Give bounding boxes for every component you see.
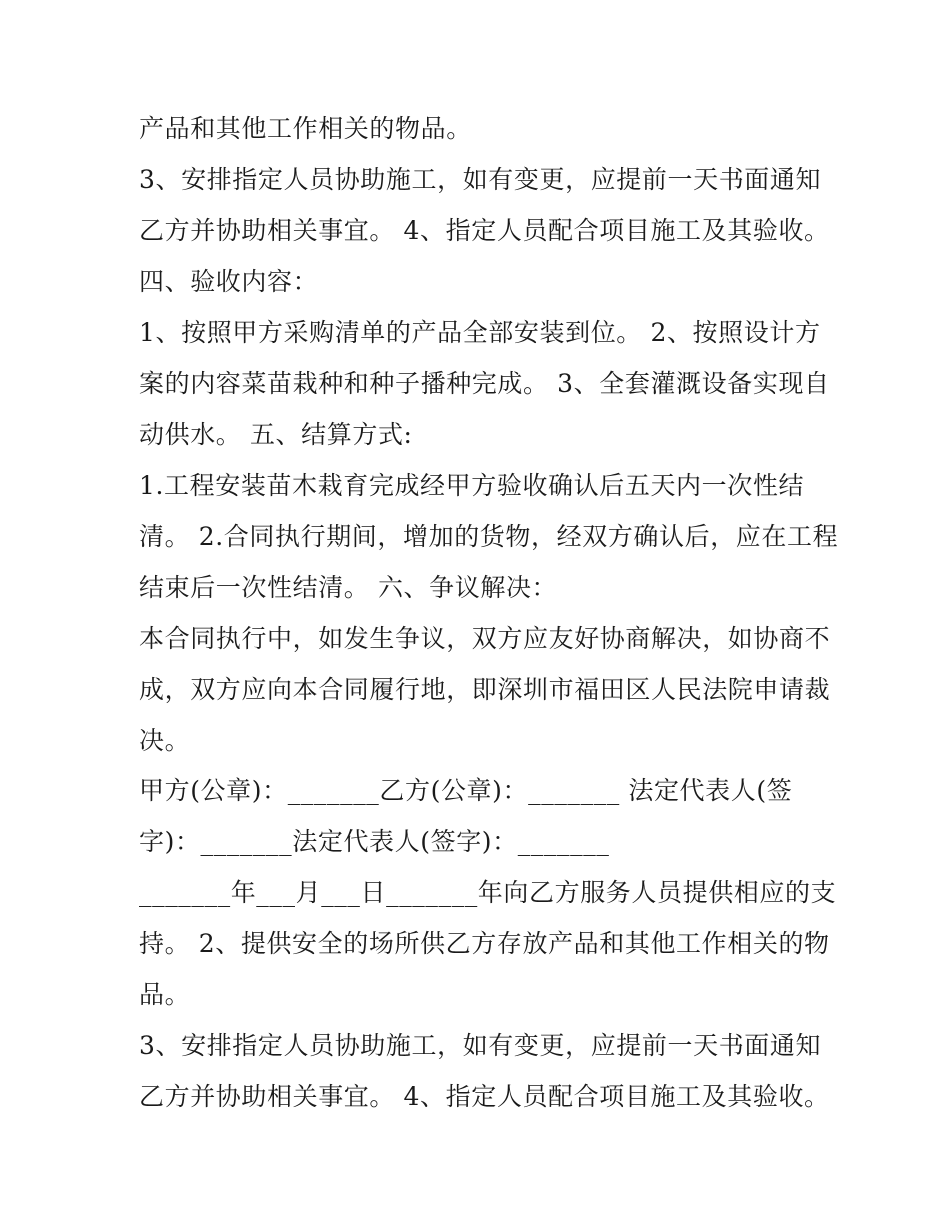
text-line: 成，双方应向本合同履行地，即深圳市福田区人民法院申请裁: [139, 675, 831, 704]
text-line: 结束后一次性结清。 六、争议解决：: [139, 573, 558, 602]
text-line: 乙方并协助相关事宜。 4、指定人员配合项目施工及其验收。: [139, 1082, 830, 1111]
text-line: 本合同执行中，如发生争议，双方应友好协商解决，如协商不: [139, 624, 831, 653]
text-line: 1、按照甲方采购清单的产品全部安装到位。 2、按照设计方: [139, 318, 821, 347]
text-line: 决。: [139, 726, 191, 755]
text-line: 清。 2.合同执行期间，增加的货物，经双方确认后，应在工程: [139, 522, 839, 551]
signature-line: 甲方(公章)：_______乙方(公章)：_______ 法定代表人(签: [139, 776, 793, 805]
date-line: _______年___月___日_______年向乙方服务人员提供相应的支: [139, 878, 837, 907]
text-line: 动供水。 五、结算方式:: [139, 420, 413, 449]
section-heading: 四、验收内容：: [139, 267, 319, 296]
text-line: 乙方并协助相关事宜。 4、指定人员配合项目施工及其验收。: [139, 216, 830, 245]
text-line: 案的内容菜苗栽种和种子播种完成。 3、全套灌溉设备实现自: [139, 369, 830, 398]
text-line: 产品和其他工作相关的物品。: [139, 114, 472, 143]
text-line: 3、安排指定人员协助施工，如有变更，应提前一天书面通知: [139, 165, 822, 194]
text-line: 持。 2、提供安全的场所供乙方存放产品和其他工作相关的物: [139, 929, 830, 958]
text-line: 品。: [139, 980, 191, 1009]
text-line: 1.工程安装苗木栽育完成经甲方验收确认后五天内一次性结: [139, 471, 805, 500]
text-line: 3、安排指定人员协助施工，如有变更，应提前一天书面通知: [139, 1031, 822, 1060]
signature-line: 字)：_______法定代表人(签字)：_______: [139, 827, 610, 856]
